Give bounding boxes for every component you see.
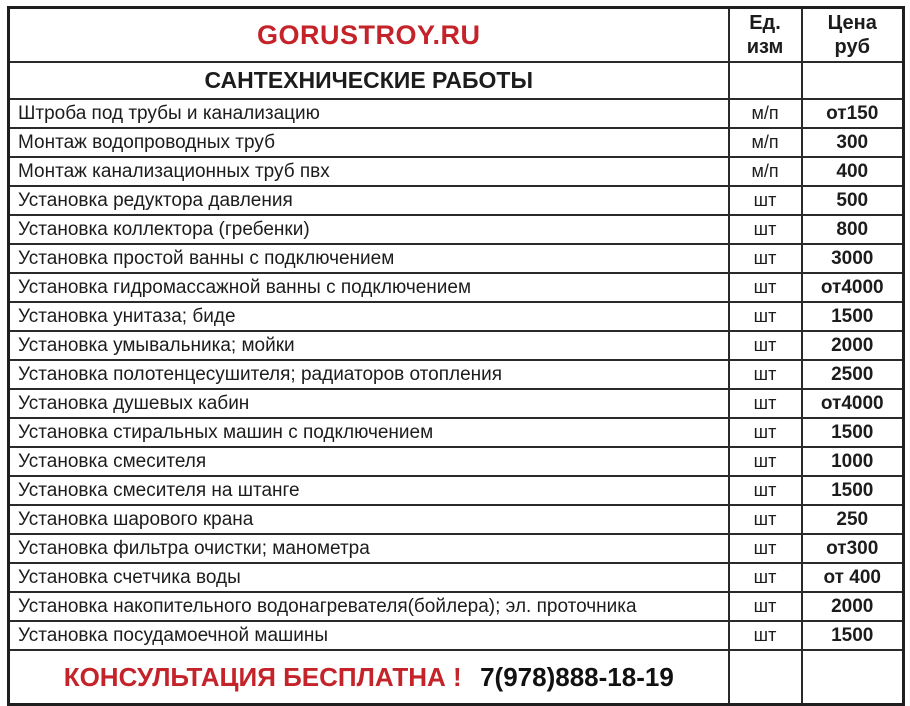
table-row bbox=[9, 418, 904, 447]
price-header-line2: руб bbox=[834, 36, 870, 58]
price-cell: 2000 bbox=[802, 331, 904, 360]
unit-cell: шт bbox=[729, 447, 802, 476]
section-empty-unit-cell bbox=[729, 62, 802, 99]
unit-cell: шт bbox=[729, 505, 802, 534]
section-title: САНТЕХНИЧЕСКИЕ РАБОТЫ bbox=[9, 62, 729, 99]
table-row bbox=[9, 592, 904, 621]
section-empty-price-cell bbox=[802, 62, 904, 99]
service-name-cell: Установка стиральных машин с подключением bbox=[9, 418, 729, 447]
table-row bbox=[9, 389, 904, 418]
price-cell: 1500 bbox=[802, 302, 904, 331]
unit-cell: м/п bbox=[729, 157, 802, 186]
price-cell: от 400 bbox=[802, 563, 904, 592]
price-cell: 300 bbox=[802, 128, 904, 157]
table-row bbox=[9, 244, 904, 273]
unit-cell: шт bbox=[729, 534, 802, 563]
price-cell: от4000 bbox=[802, 273, 904, 302]
unit-cell: шт bbox=[729, 621, 802, 650]
table-row bbox=[9, 128, 904, 157]
table-row bbox=[9, 505, 904, 534]
unit-cell: м/п bbox=[729, 128, 802, 157]
table-row bbox=[9, 186, 904, 215]
unit-header-line2: изм bbox=[746, 36, 784, 58]
table-row bbox=[9, 476, 904, 505]
table-header-row bbox=[9, 8, 904, 63]
table-row bbox=[9, 215, 904, 244]
price-header-line1: Цена bbox=[827, 12, 877, 34]
service-name-cell: Установка смесителя bbox=[9, 447, 729, 476]
service-name-cell: Монтаж канализационных труб пвх bbox=[9, 157, 729, 186]
service-name-cell: Установка редуктора давления bbox=[9, 186, 729, 215]
unit-cell: шт bbox=[729, 418, 802, 447]
service-name-cell: Установка посудамоечной машины bbox=[9, 621, 729, 650]
unit-cell: шт bbox=[729, 476, 802, 505]
service-name-cell: Установка унитаза; биде bbox=[9, 302, 729, 331]
service-name-cell: Установка душевых кабин bbox=[9, 389, 729, 418]
unit-cell: шт bbox=[729, 360, 802, 389]
table-row bbox=[9, 447, 904, 476]
price-cell: от4000 bbox=[802, 389, 904, 418]
unit-cell: шт bbox=[729, 244, 802, 273]
service-name-cell: Монтаж водопроводных труб bbox=[9, 128, 729, 157]
service-name-cell: Установка коллектора (гребенки) bbox=[9, 215, 729, 244]
section-title-row bbox=[9, 62, 904, 99]
unit-cell: шт bbox=[729, 186, 802, 215]
unit-cell: шт bbox=[729, 215, 802, 244]
table-row bbox=[9, 331, 904, 360]
consultation-free-label: КОНСУЛЬТАЦИЯ БЕСПЛАТНА ! bbox=[63, 661, 462, 692]
price-cell: 400 bbox=[802, 157, 904, 186]
table-row bbox=[9, 157, 904, 186]
price-cell: 1500 bbox=[802, 418, 904, 447]
unit-header-line1: Ед. bbox=[749, 12, 781, 34]
price-list-sheet bbox=[7, 6, 905, 706]
table-row bbox=[9, 99, 904, 128]
brand-cell bbox=[9, 8, 729, 63]
footer-empty-unit-cell bbox=[729, 650, 802, 705]
price-table-body bbox=[9, 8, 904, 705]
service-name-cell: Установка умывальника; мойки bbox=[9, 331, 729, 360]
service-name-cell: Установка полотенцесушителя; радиаторов отопления bbox=[9, 360, 729, 389]
service-name-cell: Установка счетчика воды bbox=[9, 563, 729, 592]
unit-cell: шт bbox=[729, 302, 802, 331]
price-column-header bbox=[802, 8, 904, 63]
service-name-cell: Установка накопительного водонагревателя(бойлера); эл. проточника bbox=[9, 592, 729, 621]
footer-empty-price-cell bbox=[802, 650, 904, 705]
price-cell: 800 bbox=[802, 215, 904, 244]
service-name-cell: Штроба под трубы и канализацию bbox=[9, 99, 729, 128]
unit-cell: шт bbox=[729, 331, 802, 360]
unit-cell: шт bbox=[729, 592, 802, 621]
price-cell: 1500 bbox=[802, 621, 904, 650]
price-cell: 1500 bbox=[802, 476, 904, 505]
brand-logo-text: GORUSTROY.RU bbox=[256, 19, 481, 50]
phone-number: 7(978)888-18-19 bbox=[480, 661, 674, 692]
unit-cell: м/п bbox=[729, 99, 802, 128]
table-row bbox=[9, 302, 904, 331]
unit-cell: шт bbox=[729, 389, 802, 418]
price-table bbox=[7, 6, 905, 706]
service-name-cell: Установка смесителя на штанге bbox=[9, 476, 729, 505]
service-name-cell: Установка шарового крана bbox=[9, 505, 729, 534]
price-cell: от150 bbox=[802, 99, 904, 128]
price-cell: от300 bbox=[802, 534, 904, 563]
unit-column-header bbox=[729, 8, 802, 63]
price-cell: 2500 bbox=[802, 360, 904, 389]
footer-cell bbox=[9, 650, 729, 705]
service-name-cell: Установка гидромассажной ванны с подключением bbox=[9, 273, 729, 302]
price-cell: 500 bbox=[802, 186, 904, 215]
table-row bbox=[9, 534, 904, 563]
price-cell: 250 bbox=[802, 505, 904, 534]
service-name-cell: Установка простой ванны с подключением bbox=[9, 244, 729, 273]
table-row bbox=[9, 360, 904, 389]
price-cell: 2000 bbox=[802, 592, 904, 621]
price-cell: 3000 bbox=[802, 244, 904, 273]
table-row bbox=[9, 621, 904, 650]
table-row bbox=[9, 273, 904, 302]
unit-cell: шт bbox=[729, 563, 802, 592]
table-row bbox=[9, 563, 904, 592]
service-name-cell: Установка фильтра очистки; манометра bbox=[9, 534, 729, 563]
footer-row bbox=[9, 650, 904, 705]
price-cell: 1000 bbox=[802, 447, 904, 476]
unit-cell: шт bbox=[729, 273, 802, 302]
